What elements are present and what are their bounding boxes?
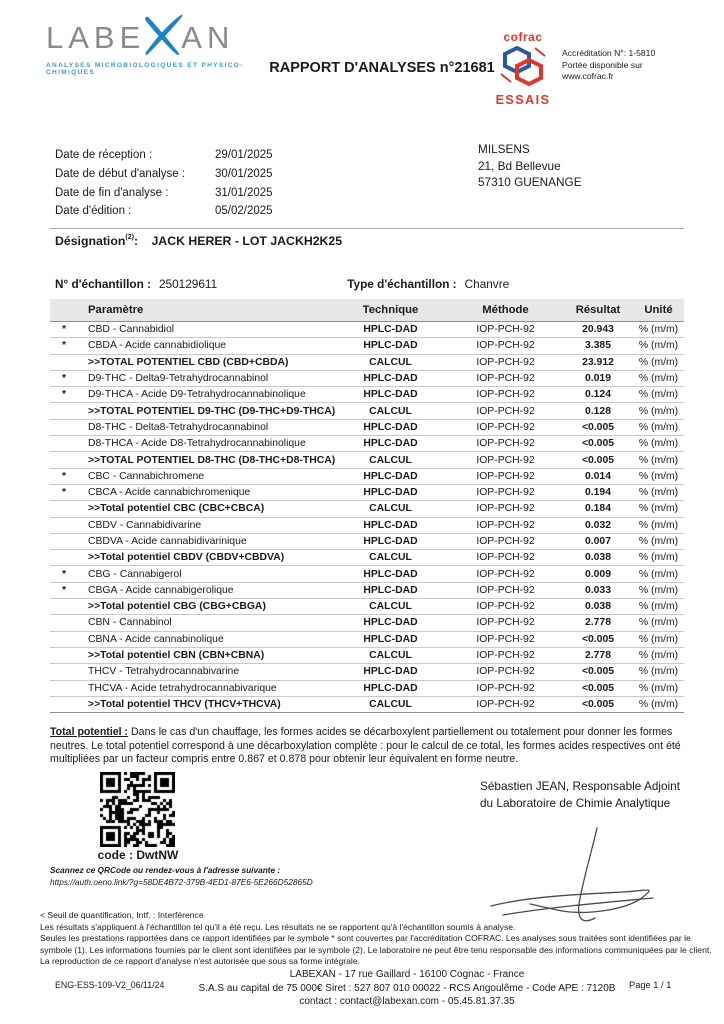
table-row	[50, 681, 684, 697]
client-city: 57310 GUENANGE	[478, 175, 582, 189]
cell-unit: % (m/m)	[638, 682, 679, 694]
qr-scan-instruction: Scannez ce QRCode ou rendez-vous à l'adresse suivante :	[50, 865, 281, 875]
results-table	[50, 299, 684, 713]
brand-x-swoosh-icon	[143, 14, 183, 56]
sample-line	[55, 277, 689, 291]
cell-meth: IOP-PCH-92	[476, 324, 535, 336]
cell-res: 0.007	[584, 536, 611, 547]
cofrac-essais-text: ESSAIS	[495, 93, 551, 107]
client-name: MILSENS	[478, 142, 530, 156]
date-start-value: 30/01/2025	[215, 168, 273, 181]
cell-meth: IOP-PCH-92	[476, 568, 535, 580]
cell-res: 0.184	[584, 503, 611, 515]
cell-res: 23.912	[582, 356, 614, 368]
cell-meth: IOP-PCH-92	[476, 373, 535, 385]
total-potentiel-note	[50, 726, 690, 767]
cell-meth: IOP-PCH-92	[476, 552, 535, 564]
cell-meth: IOP-PCH-92	[476, 405, 535, 417]
cell-tech: CALCUL	[369, 601, 412, 613]
cell-res: 0.038	[584, 601, 611, 613]
designation-superscript: (2)	[125, 234, 134, 241]
cell-tech: HPLC-DAD	[363, 324, 418, 336]
date-edition-row	[55, 202, 273, 221]
date-reception-row	[55, 146, 273, 165]
cell-meth: IOP-PCH-92	[476, 617, 535, 629]
cell-res: 0.009	[584, 568, 611, 580]
cell-unit: % (m/m)	[638, 421, 679, 433]
table-row	[50, 534, 684, 550]
date-end-label: Date de fin d'analyse :	[55, 186, 169, 199]
cell-meth: IOP-PCH-92	[476, 421, 535, 433]
cell-tech: HPLC-DAD	[363, 340, 418, 352]
table-row	[50, 322, 684, 338]
logo-subtitle: ANALYSES MICROBIOLOGIQUES ET PHYSICO-CHIMIQUES	[46, 62, 244, 76]
table-row	[50, 648, 684, 664]
cell-unit: % (m/m)	[638, 324, 679, 336]
cell-param: CBG - Cannabigerol	[88, 568, 182, 580]
cell-meth: IOP-PCH-92	[476, 666, 535, 678]
sample-number-value: 250129611	[159, 277, 218, 291]
cell-unit: % (m/m)	[638, 633, 679, 645]
cell-tech: HPLC-DAD	[363, 470, 418, 482]
cell-meth: IOP-PCH-92	[476, 633, 535, 645]
report-title: RAPPORT D'ANALYSES n°21681	[269, 60, 495, 76]
cell-unit: % (m/m)	[638, 519, 679, 531]
legal-line: Les résultats s'appliquent à l'échantillon tel qu'il a été reçu. Les résultats ne se rapportent qu'à l'échantillon soumis à analyse.	[40, 921, 516, 932]
accredited-marker: *	[61, 340, 67, 352]
cell-param: CBN - Cannabinol	[88, 617, 172, 629]
cell-param: THCVA - Acide tetrahydrocannabivarique	[88, 682, 277, 694]
legal-notes	[40, 910, 722, 968]
cell-param: D8-THCA - Acide D8-Tetrahydrocannabinolique	[88, 438, 306, 450]
header-unite: Unité	[644, 304, 673, 316]
accredited-marker: *	[61, 584, 67, 596]
cell-param: D8-THC - Delta8-Tetrahydrocannabinol	[88, 421, 269, 433]
cell-meth: IOP-PCH-92	[476, 487, 535, 499]
header-technique: Technique	[362, 304, 419, 316]
document-reference: ENG-ESS-109-V2_06/11/24	[55, 980, 165, 990]
cell-res: 0.194	[584, 487, 611, 499]
cell-tech: HPLC-DAD	[363, 584, 418, 596]
cell-tech: HPLC-DAD	[363, 633, 418, 645]
date-start-row	[55, 165, 273, 184]
table-row	[50, 371, 684, 387]
sample-type-label: Type d'échantillon :	[347, 277, 457, 291]
company-footer	[185, 968, 629, 1009]
cell-meth: IOP-PCH-92	[476, 650, 535, 662]
cell-tech: HPLC-DAD	[363, 421, 418, 433]
cell-meth: IOP-PCH-92	[476, 519, 535, 531]
cell-res: <0.005	[581, 454, 615, 466]
table-row	[50, 485, 684, 501]
designation-value: JACK HERER - LOT JACKH2K25	[151, 234, 343, 248]
designation-line	[55, 234, 342, 248]
table-row	[50, 550, 684, 566]
cell-tech: HPLC-DAD	[363, 373, 418, 385]
results-table-header	[50, 299, 684, 322]
cell-res: <0.005	[581, 421, 615, 433]
dates-block	[55, 146, 273, 221]
cell-res: 0.019	[584, 373, 611, 385]
labexan-logo	[46, 16, 276, 76]
table-row	[50, 387, 684, 403]
designation-separator: :	[133, 234, 139, 248]
cell-param: >>TOTAL POTENTIEL CBD (CBD+CBDA)	[88, 356, 289, 368]
cell-tech: HPLC-DAD	[363, 487, 418, 499]
cell-unit: % (m/m)	[638, 470, 679, 482]
cell-unit: % (m/m)	[638, 454, 679, 466]
cell-res: 20.943	[582, 324, 614, 336]
table-row	[50, 518, 684, 534]
signer-name: Sébastien JEAN, Responsable Adjoint du Laboratoire de Chimie Analytique	[480, 779, 681, 810]
page-number: Page 1 / 1	[629, 980, 672, 990]
cell-tech: CALCUL	[369, 454, 412, 466]
cell-tech: CALCUL	[369, 698, 412, 710]
accredited-marker: *	[61, 373, 67, 385]
cell-tech: CALCUL	[369, 552, 412, 564]
cell-tech: HPLC-DAD	[363, 536, 418, 547]
cell-unit: % (m/m)	[638, 487, 679, 499]
cell-unit: % (m/m)	[638, 650, 679, 662]
cell-meth: IOP-PCH-92	[476, 470, 535, 482]
cell-res: <0.005	[581, 438, 615, 450]
cell-tech: CALCUL	[369, 650, 412, 662]
cell-param: CBDV - Cannabidivarine	[88, 519, 202, 531]
company-contact: contact : contact@labexan.com - 05.45.81.37.35	[299, 996, 515, 1007]
cell-param: CBC - Cannabichromene	[88, 470, 205, 482]
date-start-label: Date de début d'analyse :	[55, 168, 186, 181]
qr-code-label: code : DwtNW	[97, 848, 179, 862]
cell-meth: IOP-PCH-92	[476, 438, 535, 450]
cell-res: 0.033	[584, 584, 611, 596]
cell-param: >>Total potentiel CBC (CBC+CBCA)	[88, 503, 265, 515]
cell-tech: CALCUL	[369, 356, 412, 368]
cell-param: CBDA - Acide cannabidiolique	[88, 340, 227, 352]
cell-res: 2.778	[584, 650, 611, 662]
cell-res: 3.385	[584, 340, 611, 352]
cell-unit: % (m/m)	[638, 666, 679, 678]
legal-line: La reproduction de ce rapport d'analyse n'est autorisée que sous sa forme intégrale.	[40, 956, 361, 967]
divider	[50, 228, 684, 229]
cell-param: CBCA - Acide cannabichromenique	[88, 487, 251, 499]
cell-tech: HPLC-DAD	[363, 617, 418, 629]
cell-unit: % (m/m)	[638, 405, 679, 417]
sample-type-value: Chanvre	[464, 277, 510, 291]
qr-auth-url: https://auth.oeno.link/?g=58DE4B72-379B-4ED1-87E6-5E266D52865D	[50, 877, 313, 887]
cell-meth: IOP-PCH-92	[476, 454, 535, 466]
logo-text-pre: LABE	[46, 19, 146, 55]
cofrac-logo-icon	[497, 44, 549, 88]
cell-unit: % (m/m)	[638, 389, 679, 401]
cofrac-brand-text: cofrac	[503, 30, 543, 44]
cell-meth: IOP-PCH-92	[476, 536, 535, 547]
table-row	[50, 697, 684, 713]
cell-unit: % (m/m)	[638, 503, 679, 515]
table-row	[50, 469, 684, 485]
table-row	[50, 420, 684, 436]
table-row	[50, 501, 684, 517]
table-row	[50, 615, 684, 631]
date-edition-label: Date d'édition :	[55, 205, 132, 218]
date-edition-value: 05/02/2025	[215, 205, 273, 218]
cell-param: >>Total potentiel CBN (CBN+CBNA)	[88, 650, 265, 662]
legal-line: Seules les prestations rapportées dans ce rapport identifiées par le symbole * sont couvertes par l'accréditation COFRAC. Les analyses sous traitées sont identifiées par le symbole (1). Les informations fournies par le client sont identifiées par le symbole (2). Le laboratoire ne peut être tenu responsable des informations communiquées par le client.	[40, 933, 712, 955]
cell-unit: % (m/m)	[638, 373, 679, 385]
cell-tech: HPLC-DAD	[363, 389, 418, 401]
accredited-marker: *	[61, 324, 67, 336]
date-end-value: 31/01/2025	[215, 186, 273, 199]
cell-res: 0.128	[584, 405, 611, 417]
table-row	[50, 566, 684, 582]
accredited-marker: *	[61, 487, 67, 499]
cell-res: 2.778	[584, 617, 611, 629]
accredited-marker: *	[61, 568, 67, 580]
cell-res: 0.032	[584, 519, 611, 531]
table-row	[50, 664, 684, 680]
company-address: LABEXAN - 17 rue Gaillard - 16100 Cognac - France	[289, 969, 525, 980]
cell-param: >>Total potentiel THCV (THCV+THCVA)	[88, 698, 281, 710]
cell-unit: % (m/m)	[638, 584, 679, 596]
cell-param: >>Total potentiel CBG (CBG+CBGA)	[88, 601, 266, 613]
cell-meth: IOP-PCH-92	[476, 340, 535, 352]
cell-res: <0.005	[581, 682, 615, 694]
table-row	[50, 632, 684, 648]
cell-param: D9-THCA - Acide D9-Tetrahydrocannabinolique	[88, 389, 306, 401]
cell-unit: % (m/m)	[638, 617, 679, 629]
cell-unit: % (m/m)	[638, 340, 679, 352]
header-resultat: Résultat	[575, 304, 621, 316]
cofrac-accreditation	[492, 30, 655, 107]
cell-tech: HPLC-DAD	[363, 666, 418, 678]
cell-param: CBD - Cannabidiol	[88, 324, 175, 336]
table-row	[50, 452, 684, 468]
cell-tech: HPLC-DAD	[363, 682, 418, 694]
table-row	[50, 599, 684, 615]
cofrac-url: www.cofrac.fr	[562, 71, 614, 81]
table-row	[50, 355, 684, 371]
cell-unit: % (m/m)	[638, 356, 679, 368]
accredited-marker: *	[61, 470, 67, 482]
cell-tech: HPLC-DAD	[363, 519, 418, 531]
table-row	[50, 338, 684, 354]
date-end-row	[55, 183, 273, 202]
cell-tech: HPLC-DAD	[363, 568, 418, 580]
client-street: 21, Bd Bellevue	[478, 158, 561, 173]
cell-unit: % (m/m)	[638, 601, 679, 613]
cell-tech: CALCUL	[369, 503, 412, 515]
table-row	[50, 583, 684, 599]
cell-unit: % (m/m)	[638, 438, 679, 450]
cell-meth: IOP-PCH-92	[476, 601, 535, 613]
cell-unit: % (m/m)	[638, 552, 679, 564]
date-reception-label: Date de réception :	[55, 149, 153, 162]
cell-meth: IOP-PCH-92	[476, 682, 535, 694]
results-table-body	[50, 322, 684, 713]
cell-param: THCV - Tetrahydrocannabivarine	[88, 666, 240, 678]
signature-image	[485, 822, 660, 922]
cell-res: <0.005	[581, 633, 615, 645]
note-title: Total potentiel :	[50, 726, 129, 738]
cell-param: CBNA - Acide cannabinolique	[88, 633, 224, 645]
cell-res: 0.124	[584, 389, 611, 401]
table-row	[50, 436, 684, 452]
cell-param: CBGA - Acide cannabigerolique	[88, 584, 234, 596]
cell-meth: IOP-PCH-92	[476, 503, 535, 515]
designation-label: Désignation	[55, 234, 126, 248]
accreditation-scope: Portée disponible sur	[562, 59, 643, 70]
cell-tech: HPLC-DAD	[363, 438, 418, 450]
logo-text-post: AN	[181, 19, 235, 55]
cell-meth: IOP-PCH-92	[476, 698, 535, 710]
cell-tech: CALCUL	[369, 405, 412, 417]
date-reception-value: 29/01/2025	[215, 149, 273, 162]
cell-meth: IOP-PCH-92	[476, 356, 535, 368]
cell-param: >>TOTAL POTENTIEL D9-THC (D9-THC+D9-THCA)	[88, 405, 336, 417]
cell-unit: % (m/m)	[638, 698, 679, 710]
page-footer	[0, 968, 724, 1009]
note-text: Dans le cas d'un chauffage, les formes acides se décarboxylent partiellement ou totalement pour donner les formes neutres. Le total potentiel correspond à une décarboxylation complète : pour le calcul de ce total, les formes acides respectives ont été multipliées par un facteur compris entre 0.867 et 0.878 pour obtenir leur équivalent en forme neutre.	[50, 726, 681, 766]
cell-unit: % (m/m)	[638, 536, 679, 547]
legal-line: < Seuil de quantification, Intf. : Interférence	[40, 910, 204, 920]
cell-res: 0.014	[584, 470, 611, 482]
cell-meth: IOP-PCH-92	[476, 389, 535, 401]
cell-param: >>Total potentiel CBDV (CBDV+CBDVA)	[88, 552, 285, 564]
accredited-marker: *	[61, 389, 67, 401]
header-methode: Méthode	[482, 304, 529, 316]
cell-param: D9-THC - Delta9-Tetrahydrocannabinol	[88, 373, 269, 385]
table-row	[50, 403, 684, 419]
company-legal: S.A.S au capital de 75 000€ Siret : 527 807 010 00022 - RCS Angoulême - Code APE : 7120B	[198, 982, 616, 994]
client-address	[478, 141, 582, 191]
header-parametre: Paramètre	[88, 304, 144, 316]
cell-res: <0.005	[581, 666, 615, 678]
cell-meth: IOP-PCH-92	[476, 584, 535, 596]
sample-number-label: N° d'échantillon :	[55, 277, 151, 291]
cell-res: <0.005	[581, 698, 615, 710]
cell-unit: % (m/m)	[638, 568, 679, 580]
qr-code	[100, 772, 175, 847]
cell-param: CBDVA - Acide cannabidivarinique	[88, 536, 247, 547]
cell-param: >>TOTAL POTENTIEL D8-THC (D8-THC+D8-THCA)	[88, 454, 336, 466]
cell-res: 0.038	[584, 552, 611, 564]
accreditation-number: Accréditation N°: 1-5810	[562, 48, 656, 58]
